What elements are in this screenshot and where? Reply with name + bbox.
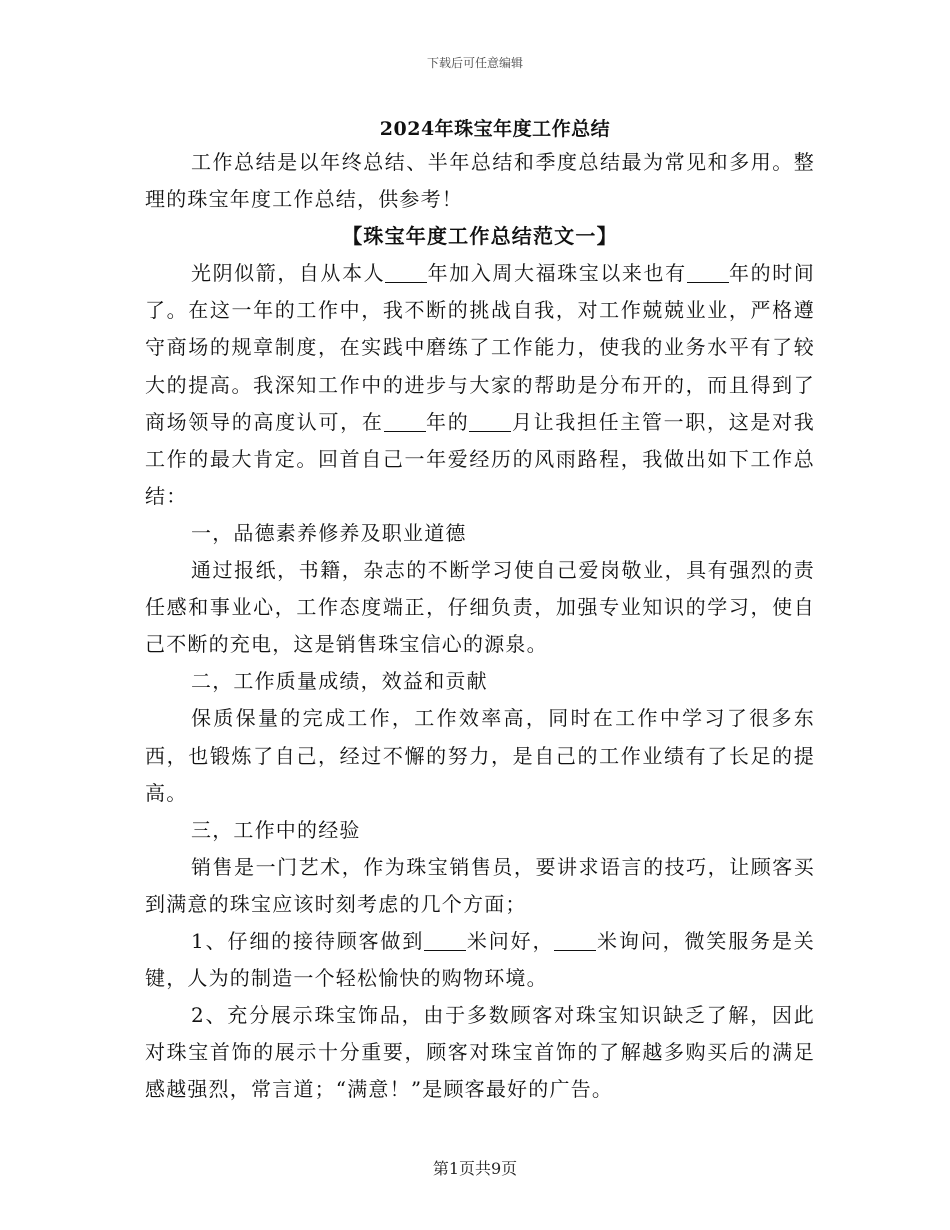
document-title: 2024年珠宝年度工作总结 bbox=[379, 118, 611, 140]
header-note: 下载后可任意编辑 bbox=[426, 56, 523, 70]
list-item-1 bbox=[145, 923, 815, 997]
heading-1: 一，品德素养修养及职业道德 bbox=[191, 520, 467, 545]
paragraph-1-text-c: 年的时间了。在这一年的工作中，我不断的挑战自我，对工作兢兢业业，严格遵守商场的规章制度，在实践中磨练了工作能力，使我的业务水平有了较大的提高。我深知工作中的进步与大家的帮助是分布开的，而且得到了商场领导的高度认可，在 bbox=[145, 261, 815, 434]
intro-paragraph: 工作总结是以年终总结、半年总结和季度总结最为常见和多用。整理的珠宝年度工作总结，供参考！ bbox=[145, 150, 815, 212]
fill-blank bbox=[687, 262, 729, 283]
list-item-1-text-b: 米问好， bbox=[466, 928, 555, 953]
heading-3: 三，工作中的经验 bbox=[191, 817, 361, 842]
paragraph-1 bbox=[145, 255, 815, 515]
fill-blank bbox=[424, 930, 466, 951]
fill-blank bbox=[385, 262, 427, 283]
fill-blank bbox=[469, 411, 511, 432]
paragraph-4: 销售是一门艺术，作为珠宝销售员，要讲求语言的技巧，让顾客买到满意的珠宝应该时刻考虑的几个方面； bbox=[145, 854, 815, 916]
list-item-2: 2、充分展示珠宝饰品，由于多数顾客对珠宝知识缺乏了解，因此对珠宝首饰的展示十分重要，顾客对珠宝首饰的了解越多购买后的满足感越强烈，常言道；“满意！”是顾客最好的广告。 bbox=[145, 1003, 815, 1102]
heading-2: 二，工作质量成绩，效益和贡献 bbox=[191, 669, 488, 694]
fill-blank bbox=[554, 930, 596, 951]
list-item-1-text-c: 米询问，微笑服务是关键，人为的制造一个轻松愉快的购物环境。 bbox=[145, 928, 815, 991]
paragraph-1-text-b: 年加入周大福珠宝以来也有 bbox=[427, 261, 687, 286]
paragraph-1-text-d: 年的 bbox=[425, 409, 470, 434]
section-heading: 【珠宝年度工作总结范文一】 bbox=[342, 224, 618, 249]
paragraph-2: 通过报纸，书籍，杂志的不断学习使自己爱岗敬业，具有强烈的责任感和事业心，工作态度端正，仔细负责，加强专业知识的学习，使自己不断的充电，这是销售珠宝信心的源泉。 bbox=[145, 558, 815, 657]
page-number-footer: 第1页共9页 bbox=[432, 1159, 518, 1178]
list-item-1-text-a: 1、仔细的接待顾客做到 bbox=[191, 928, 425, 953]
paragraph-1-text-a: 光阴似箭，自从本人 bbox=[191, 261, 386, 286]
fill-blank bbox=[384, 411, 426, 432]
document-body bbox=[145, 144, 815, 1108]
paragraph-3: 保质保量的完成工作，工作效率高，同时在工作中学习了很多东西，也锻炼了自己，经过不懈的努力，是自己的工作业绩有了长足的提高。 bbox=[145, 706, 815, 805]
paragraph-1-text-e: 月让我担任主管一职，这是对我工作的最大肯定。回首自己一年爱经历的风雨路程，我做出如下工作总结： bbox=[145, 409, 815, 508]
